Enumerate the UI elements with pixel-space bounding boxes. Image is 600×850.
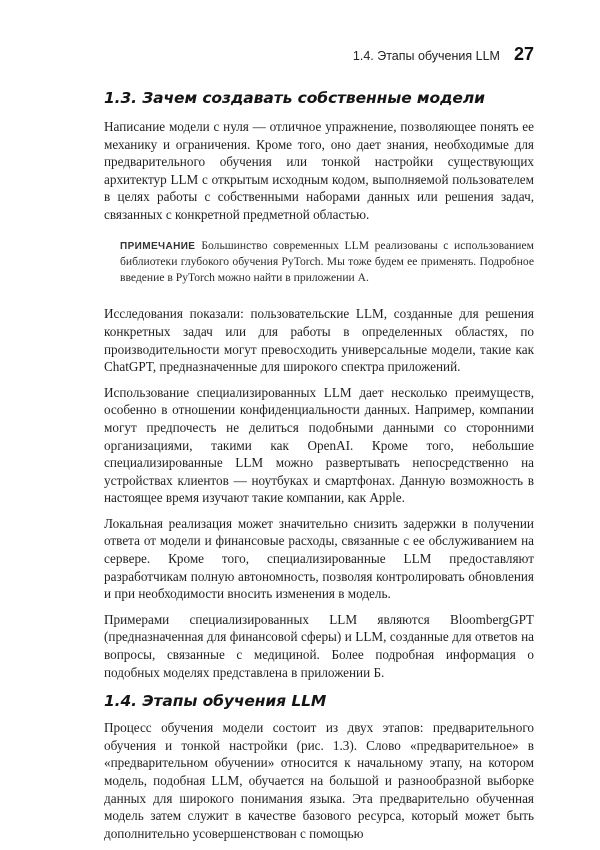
note-label: ПРИМЕЧАНИЕ [120, 240, 196, 252]
note-block [120, 238, 534, 286]
running-title: 1.4. Этапы обучения LLM [352, 49, 500, 63]
section-heading-1-4: 1.4. Этапы обучения LLM [104, 692, 327, 711]
section-1-3-paragraph-4: Локальная реализация может значительно снизить задержки в получении ответа от модели и финансовые расходы, связанные с ее обслуживанием на сервере. Кроме того, специализированные LLM предоставляют разработчикам полную автономность, позволяя контролировать обновления и при необходимости вносить изменения в модель. [104, 515, 534, 602]
page-number: 27 [513, 44, 534, 64]
section-heading-1-3: 1.3. Зачем создавать собственные модели [104, 89, 485, 107]
page-content [104, 88, 534, 850]
section-1-4-paragraph-1: Процесс обучения модели состоит из двух этапов: предварительного обучения и тонкой настройки (рис. 1.3). Слово «предварительное» в «предварительном обучении» относится к начальному этапу, на котором модель, подобная LLM, обучается на большой и разнообразной выборке данных для широкого понимания языка. Эта предварительно обученная модель затем служит в качестве базового ресурса, который может быть дополнительно усовершенствован с помощью [104, 720, 534, 841]
section-1-3-paragraph-3: Использование специализированных LLM дает несколько преимуществ, особенно в отношении конфиденциальности данных. Например, компании могут предпочесть не делиться подобными данными со сторонними организациями, такими как OpenAI. Кроме того, небольшие специализированные LLM можно развертывать непосредственно на устройствах клиентов — ноутбуках и смартфонах. Данную возможность в настоящее время изучают такие компании, как Apple. [104, 384, 534, 506]
section-1-3-paragraph-5: Примерами специализированных LLM являются BloombergGPT (предназначенная для финансовой сферы) и LLM, созданные для ответов на вопросы, связанные с медициной. Более подробная информация о подобных моделях представлена в приложении Б. [104, 611, 534, 680]
section-1-3-paragraph-1: Написание модели с нуля — отличное упражнение, позволяющее понять ее механику и ограничения. Кроме того, оно дает знания, необходимые для предварительного обучения или тонкой настройки существующих архитектур LLM с открытым исходным кодом, выполняемой пользователем в целях работы с собственными наборами данных или решения задач, связанных с конкретной предметной областью. [104, 119, 534, 222]
note-text: Большинство современных LLM реализованы с использованием библиотеки глубокого обучения PyTorch. Мы тоже будем ее применять. Подробное введение в PyTorch можно найти в приложении А. [120, 238, 534, 284]
section-1-3-paragraph-2: Исследования показали: пользовательские LLM, созданные для решения конкретных задач или для работы в определенных областях, по производительности могут превосходить универсальные модели, такие как ChatGPT, предназначенные для широкого спектра приложений. [104, 306, 534, 375]
running-head [353, 44, 534, 65]
